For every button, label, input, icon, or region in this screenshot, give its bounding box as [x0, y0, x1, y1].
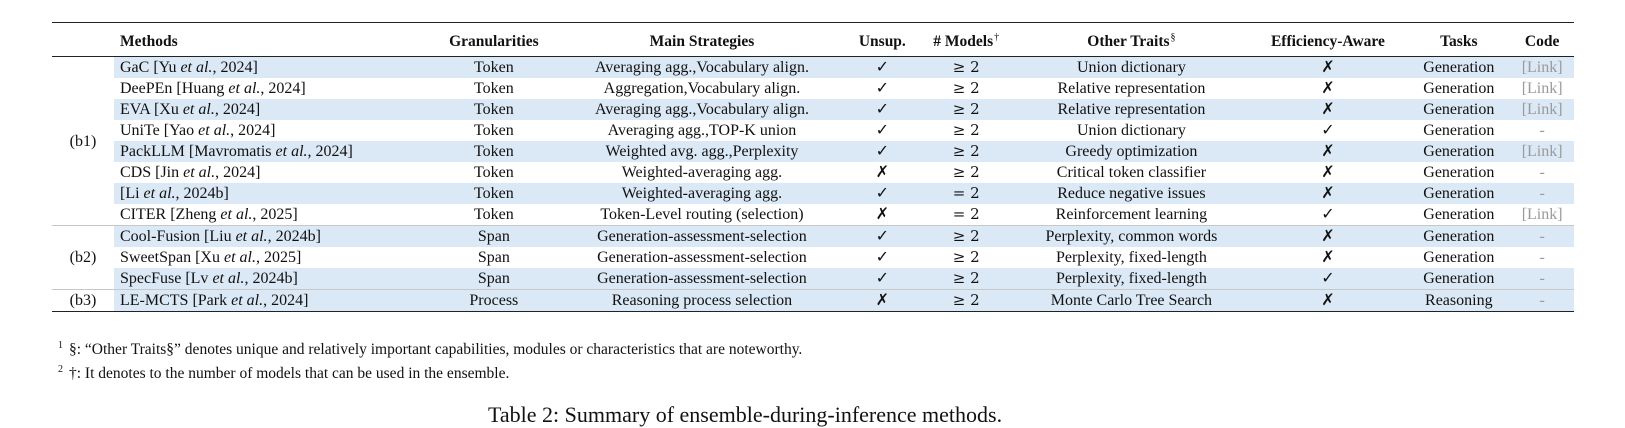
strategy-cell: Generation-assessment-selection	[597, 249, 807, 266]
method-etal: et al.	[223, 249, 256, 266]
unsup-cell: ✓	[847, 57, 919, 79]
header-code: Code	[1510, 23, 1574, 57]
strategy-cell: Averaging agg.,Vocabulary align.	[557, 57, 846, 79]
header-models	[918, 23, 1014, 57]
strategy-cell: Weighted-averaging agg.	[557, 183, 846, 204]
header-granularities: Granularities	[430, 23, 557, 57]
method-name: GaC [Yu	[120, 59, 181, 76]
granularity-cell: Token	[430, 57, 557, 79]
method-name: EVA [Xu	[120, 101, 183, 118]
unsup-cell: ✓	[847, 183, 919, 204]
method-year: , 2024]	[214, 101, 261, 118]
efficiency-cell: ✗	[1249, 57, 1408, 79]
code-cell[interactable]: [Link]	[1510, 141, 1574, 162]
header-unsup: Unsup.	[847, 23, 919, 57]
unsup-cell: ✓	[875, 80, 890, 97]
code-cell: -	[1510, 290, 1574, 312]
summary-table	[52, 22, 1574, 312]
code-cell[interactable]: [Link]	[1521, 80, 1563, 97]
traits-cell: Relative representation	[1057, 80, 1206, 97]
granularity-cell: Token	[430, 99, 557, 120]
efficiency-cell: ✓	[1249, 268, 1408, 290]
traits-cell: Perplexity, common words	[1014, 226, 1248, 248]
method-cell	[114, 57, 430, 79]
task-cell: Generation	[1423, 249, 1495, 266]
traits-cell: Critical token classifier	[1056, 164, 1207, 181]
method-year: , 2024]	[215, 164, 261, 181]
footnote-2-number: 2	[58, 364, 63, 375]
models-cell: ≥ 2	[918, 268, 1014, 290]
header-other-traits	[1014, 23, 1248, 57]
table-row	[52, 120, 1574, 141]
method-cell	[114, 78, 430, 99]
traits-cell: Union dictionary	[1076, 122, 1186, 139]
dagger-mark: †	[994, 32, 1000, 43]
method-cell	[114, 290, 430, 312]
efficiency-cell: ✗	[1249, 183, 1408, 204]
method-name: CDS [Jin	[120, 164, 184, 181]
table-row	[52, 99, 1574, 120]
method-year: , 2024b]	[244, 270, 298, 287]
task-cell: Generation	[1407, 226, 1510, 248]
granularity-cell: Token	[430, 183, 557, 204]
strategy-cell: Averaging agg.,TOP-K union	[607, 122, 797, 139]
unsup-cell: ✓	[847, 268, 919, 290]
header-methods: Methods	[114, 23, 430, 57]
method-name: Cool-Fusion [Liu	[120, 228, 236, 245]
task-cell: Generation	[1423, 122, 1495, 139]
table-row	[52, 183, 1574, 204]
task-cell: Generation	[1407, 99, 1510, 120]
strategy-cell: Token-Level routing (selection)	[600, 206, 804, 223]
method-name: PackLLM [Mavromatis	[120, 143, 276, 160]
footnote-2	[58, 360, 802, 384]
method-name: SpecFuse [Lv	[120, 270, 213, 287]
table-row	[52, 268, 1574, 290]
models-cell: ≥ 2	[952, 79, 980, 97]
group-label: (b1)	[52, 57, 114, 226]
granularity-cell: Span	[477, 249, 510, 266]
strategy-cell: Averaging agg.,Vocabulary align.	[557, 99, 846, 120]
code-cell[interactable]: [Link]	[1521, 206, 1563, 223]
granularity-cell: Token	[473, 206, 514, 223]
table-row	[52, 226, 1574, 248]
code-cell: -	[1539, 249, 1545, 266]
table-row	[52, 290, 1574, 312]
task-cell: Generation	[1423, 206, 1495, 223]
unsup-cell: ✓	[875, 249, 890, 266]
method-etal: et al.	[182, 101, 215, 118]
method-cell	[114, 183, 430, 204]
method-cell	[114, 141, 430, 162]
task-cell: Reasoning	[1407, 290, 1510, 312]
header-tasks: Tasks	[1407, 23, 1510, 57]
method-year: , 2024b]	[175, 185, 229, 202]
method-year: , 2024]	[230, 122, 276, 139]
granularity-cell: Token	[473, 164, 514, 181]
method-year: , 2025]	[255, 249, 302, 266]
table-row	[52, 57, 1574, 79]
group-label: (b3)	[52, 290, 114, 312]
header-group	[52, 23, 114, 57]
header-efficiency: Efficiency-Aware	[1249, 23, 1408, 57]
method-name: SweetSpan [Xu	[120, 249, 224, 266]
models-cell: ≥ 2	[952, 163, 980, 181]
table-caption: Table 2: Summary of ensemble-during-inference methods.	[488, 402, 1003, 427]
table-row	[52, 162, 1574, 183]
footnote-2-text: †: It denotes to the number of models that can be used in the ensemble.	[69, 365, 510, 382]
models-cell: ≥ 2	[918, 141, 1014, 162]
method-name: DeePEn [Huang	[120, 80, 229, 97]
method-cell	[114, 99, 430, 120]
strategy-cell: Weighted-averaging agg.	[621, 164, 783, 181]
method-year: , 2024]	[307, 143, 353, 160]
unsup-cell: ✓	[847, 226, 919, 248]
models-cell: = 2	[918, 183, 1014, 204]
traits-cell: Monte Carlo Tree Search	[1014, 290, 1248, 312]
header-row	[52, 23, 1574, 57]
traits-cell: Greedy optimization	[1014, 141, 1248, 162]
efficiency-cell: ✗	[1249, 290, 1408, 312]
efficiency-cell: ✗	[1321, 80, 1335, 97]
granularity-cell: Token	[430, 141, 557, 162]
method-name: [Li	[120, 185, 144, 202]
traits-cell: Reinforcement learning	[1055, 206, 1208, 223]
granularity-cell: Process	[430, 290, 557, 312]
method-cell	[114, 226, 430, 248]
method-name: LE-MCTS [Park	[120, 292, 232, 309]
method-year: , 2024]	[263, 292, 309, 309]
method-etal: et al.	[275, 143, 308, 160]
models-cell: = 2	[952, 205, 980, 223]
method-cell	[114, 247, 430, 268]
efficiency-cell: ✓	[1321, 122, 1335, 139]
summary-table-wrapper	[52, 22, 1574, 312]
method-etal: et al.	[228, 80, 261, 97]
task-cell: Generation	[1423, 80, 1495, 97]
code-cell[interactable]: [Link]	[1510, 99, 1574, 120]
code-cell: -	[1539, 122, 1545, 139]
code-cell: -	[1510, 226, 1574, 248]
unsup-cell: ✗	[847, 290, 919, 312]
strategy-cell: Generation-assessment-selection	[557, 268, 846, 290]
task-cell: Generation	[1407, 268, 1510, 290]
task-cell: Generation	[1423, 164, 1495, 181]
table-row	[52, 247, 1574, 268]
models-cell: ≥ 2	[918, 57, 1014, 79]
code-cell: -	[1510, 268, 1574, 290]
unsup-cell: ✗	[875, 164, 890, 181]
group-label: (b2)	[52, 226, 114, 290]
header-models-label: # Models	[933, 33, 994, 50]
table-body	[52, 57, 1574, 312]
code-cell: -	[1539, 164, 1545, 181]
table-row	[52, 141, 1574, 162]
strategy-cell: Aggregation,Vocabulary align.	[603, 80, 801, 97]
code-cell: -	[1510, 183, 1574, 204]
table-row	[52, 78, 1574, 99]
method-cell	[114, 162, 430, 183]
method-etal: et al.	[143, 185, 176, 202]
task-cell: Generation	[1407, 141, 1510, 162]
unsup-cell: ✓	[875, 122, 890, 139]
models-cell: ≥ 2	[918, 290, 1014, 312]
task-cell: Generation	[1407, 57, 1510, 79]
table-row	[52, 204, 1574, 226]
traits-cell: Perplexity, fixed-length	[1014, 268, 1248, 290]
method-year: , 2024]	[212, 59, 258, 76]
efficiency-cell: ✗	[1249, 226, 1408, 248]
traits-cell: Perplexity, fixed-length	[1055, 249, 1207, 266]
method-year: , 2025]	[252, 206, 298, 223]
method-cell	[114, 268, 430, 290]
efficiency-cell: ✗	[1249, 141, 1408, 162]
models-cell: ≥ 2	[952, 121, 980, 139]
method-name: UniTe [Yao	[120, 122, 199, 139]
granularity-cell: Token	[473, 122, 514, 139]
efficiency-cell: ✓	[1321, 206, 1335, 223]
method-etal: et al.	[198, 122, 231, 139]
strategy-cell: Generation-assessment-selection	[557, 226, 846, 248]
strategy-cell: Weighted avg. agg.,Perplexity	[557, 141, 846, 162]
unsup-cell: ✓	[847, 99, 919, 120]
header-other-traits-label: Other Traits	[1087, 33, 1170, 50]
granularity-cell: Span	[430, 226, 557, 248]
method-cell	[114, 204, 430, 226]
footnote-1-number: 1	[58, 340, 63, 351]
code-cell[interactable]: [Link]	[1510, 57, 1574, 79]
models-cell: ≥ 2	[918, 226, 1014, 248]
efficiency-cell: ✗	[1321, 164, 1335, 181]
footnotes	[58, 336, 802, 384]
method-etal: et al.	[212, 270, 245, 287]
method-etal: et al.	[220, 206, 253, 223]
traits-cell: Relative representation	[1014, 99, 1248, 120]
models-cell: ≥ 2	[952, 248, 980, 266]
method-year: , 2024]	[260, 80, 306, 97]
method-etal: et al.	[183, 164, 216, 181]
footnote-1-text: §: “Other Traits§” denotes unique and relatively important capabilities, modules or characteristics that are noteworthy.	[69, 341, 803, 358]
models-cell: ≥ 2	[918, 99, 1014, 120]
method-cell	[114, 120, 430, 141]
granularity-cell: Token	[473, 80, 514, 97]
method-etal: et al.	[180, 59, 213, 76]
traits-cell: Union dictionary	[1014, 57, 1248, 79]
traits-cell: Reduce negative issues	[1014, 183, 1248, 204]
task-cell: Generation	[1407, 183, 1510, 204]
efficiency-cell: ✗	[1249, 99, 1408, 120]
efficiency-cell: ✗	[1321, 249, 1335, 266]
header-main-strategies: Main Strategies	[557, 23, 846, 57]
method-year: , 2024b]	[267, 228, 321, 245]
method-name: CITER [Zheng	[120, 206, 221, 223]
granularity-cell: Span	[430, 268, 557, 290]
method-etal: et al.	[235, 228, 268, 245]
footnote-1	[58, 336, 802, 360]
strategy-cell: Reasoning process selection	[557, 290, 846, 312]
unsup-cell: ✗	[875, 206, 890, 223]
unsup-cell: ✓	[847, 141, 919, 162]
method-etal: et al.	[231, 292, 264, 309]
section-mark: §	[1170, 32, 1176, 43]
